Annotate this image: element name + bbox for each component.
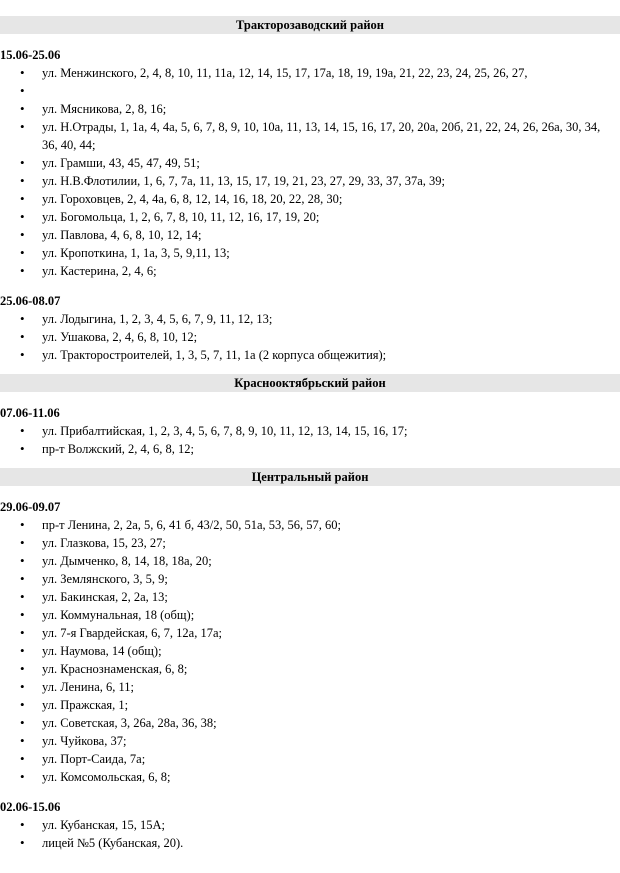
list-item: • ул. Н.В.Флотилии, 1, 6, 7, 7а, 11, 13, 15, 17, 19, 21, 23, 27, 29, 33, 37, 37а, 39; — [0, 172, 620, 190]
district-header-tsentralny: Центральный район — [0, 468, 620, 486]
list-item: • ул. Пражская, 1; — [0, 696, 620, 714]
list-item: • ул. Богомольца, 1, 2, 6, 7, 8, 10, 11, 12, 16, 17, 19, 20; — [0, 208, 620, 226]
period-dates: 07.06-11.06 — [0, 406, 60, 420]
list-item-spacer — [0, 82, 620, 100]
list-item: • ул. Лодыгина, 1, 2, 3, 4, 5, 6, 7, 9, 11, 12, 13; — [0, 310, 620, 328]
list-item: • ул. Грамши, 43, 45, 47, 49, 51; — [0, 154, 620, 172]
list-item: • ул. Мясникова, 2, 8, 16; — [0, 100, 620, 118]
district-header-krasnooktyabrsky: Краснооктябрьский район — [0, 374, 620, 392]
list-item: • ул. Павлова, 4, 6, 8, 10, 12, 14; — [0, 226, 620, 244]
list-item: • ул. Кубанская, 15, 15А; — [0, 816, 620, 834]
list-item: • ул. Менжинского, 2, 4, 8, 10, 11, 11а, 12, 14, 15, 17, 17а, 18, 19, 19а, 21, 22, 23, 24, 25, 26, 27, — [0, 64, 620, 82]
list-item: • ул. Тракторостроителей, 1, 3, 5, 7, 11, 1а (2 корпуса общежития); — [0, 346, 620, 364]
period-dates: 25.06-08.07 — [0, 294, 61, 308]
list-item: • ул. Краснознаменская, 6, 8; — [0, 660, 620, 678]
street-list — [0, 310, 620, 364]
list-item: • ул. Кропоткина, 1, 1а, 3, 5, 9,11, 13; — [0, 244, 620, 262]
street-list — [0, 422, 620, 458]
list-item: • пр-т Ленина, 2, 2а, 5, 6, 41 б, 43/2, 50, 51а, 53, 56, 57, 60; — [0, 516, 620, 534]
period-dates: 15.06-25.06 — [0, 48, 61, 62]
street-list — [0, 64, 620, 280]
street-list — [0, 516, 620, 786]
list-item: • ул. Землянского, 3, 5, 9; — [0, 570, 620, 588]
list-item: • ул. Кастерина, 2, 4, 6; — [0, 262, 620, 280]
list-item: • ул. Н.Отрады, 1, 1а, 4, 4а, 5, 6, 7, 8, 9, 10, 10а, 11, 13, 14, 15, 16, 17, 20, 20а, 20б, 21, 22, 24, 26, 26а, 30, 34, 36, 40, 44; — [0, 118, 620, 154]
list-item: • ул. Чуйкова, 37; — [0, 732, 620, 750]
list-item: • пр-т Волжский, 2, 4, 6, 8, 12; — [0, 440, 620, 458]
list-item: • ул. Комсомольская, 6, 8; — [0, 768, 620, 786]
list-item: • ул. Бакинская, 2, 2а, 13; — [0, 588, 620, 606]
list-item: • ул. Глазкова, 15, 23, 27; — [0, 534, 620, 552]
list-item: • ул. Советская, 3, 26а, 28а, 36, 38; — [0, 714, 620, 732]
list-item: • ул. Дымченко, 8, 14, 18, 18а, 20; — [0, 552, 620, 570]
period-dates: 02.06-15.06 — [0, 800, 61, 814]
list-item: • ул. Коммунальная, 18 (общ); — [0, 606, 620, 624]
list-item: • ул. Гороховцев, 2, 4, 4а, 6, 8, 12, 14, 16, 18, 20, 22, 28, 30; — [0, 190, 620, 208]
list-item: • ул. Порт-Саида, 7а; — [0, 750, 620, 768]
list-item: • ул. Ленина, 6, 11; — [0, 678, 620, 696]
district-header-traktorozavodsky: Тракторозаводский район — [0, 16, 620, 34]
list-item: • ул. 7-я Гвардейская, 6, 7, 12а, 17а; — [0, 624, 620, 642]
period-dates: 29.06-09.07 — [0, 500, 61, 514]
list-item: • ул. Наумова, 14 (общ); — [0, 642, 620, 660]
list-item: • ул. Ушакова, 2, 4, 6, 8, 10, 12; — [0, 328, 620, 346]
list-item: • ул. Прибалтийская, 1, 2, 3, 4, 5, 6, 7, 8, 9, 10, 11, 12, 13, 14, 15, 16, 17; — [0, 422, 620, 440]
street-list — [0, 816, 620, 852]
list-item: • лицей №5 (Кубанская, 20). — [0, 834, 620, 852]
